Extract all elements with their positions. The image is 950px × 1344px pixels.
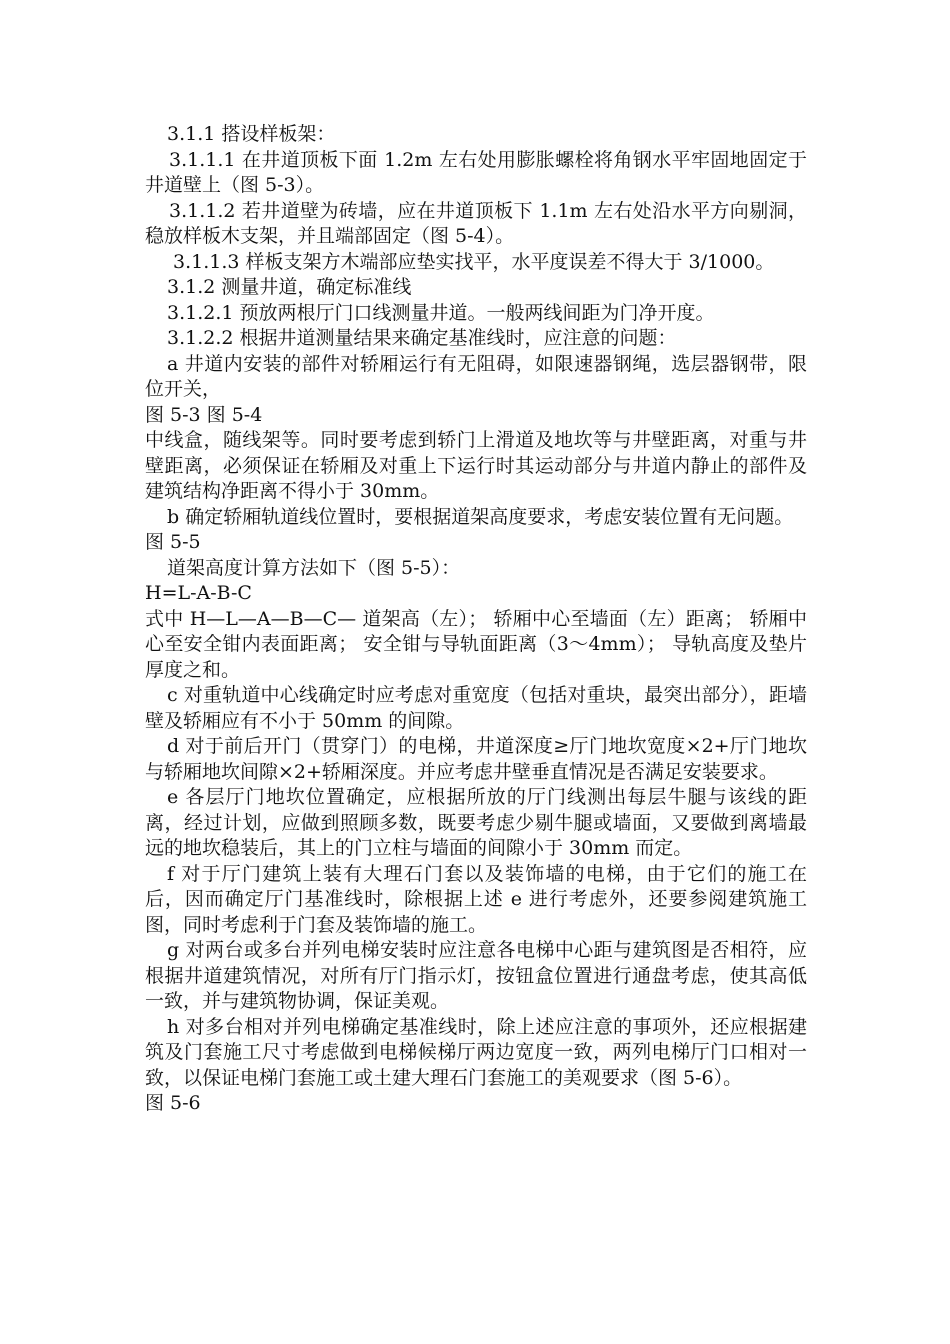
formula-intro: 道架高度计算方法如下（图 5-5）： bbox=[167, 556, 461, 579]
item-h: h 对多台相对并列电梯确定基准线时，除上述应注意的事项外，还应根据建筑及门套施工尺寸考虑做到电梯候梯厅两边宽度一致，两列电梯厅门口相对一致，以保证电梯门套施工或土建大理石门套施工的美观要求（图 5-6）。 bbox=[145, 1015, 807, 1089]
figure-caption-5-6: 图 5-6 bbox=[145, 1092, 201, 1114]
item-a-continued: 中线盒，随线架等。同时要考虑到轿门上滑道及地坎等与井壁距离，对重与井壁距离，必须保证在轿厢及对重上下运行时其运动部分与井道内静止的部件及建筑结构净距离不得小于 30mm。 bbox=[145, 429, 807, 502]
item-g: g 对两台或多台并列电梯安装时应注意各电梯中心距与建筑图是否相符，应根据井道建筑情况，对所有厅门指示灯，按钮盒位置进行通盘考虑，使其高低一致，并与建筑物协调，保证美观。 bbox=[145, 939, 807, 1012]
formula-legend: 式中 H—L—A—B—C— 道架高（左）； 轿厢中心至墙面（左）距离； 轿厢中心至安全钳内表面距离； 安全钳与导轨面距离（3～4mm）； 导轨高度及垫片厚度之和。 bbox=[145, 607, 807, 681]
paragraph-3-1-1-2: 3.1.1.2 若井道壁为砖墙，应在井道顶板下 1.1m 左右处沿水平方向剔洞，稳放样板木支架，并且端部固定（图 5-4）。 bbox=[145, 199, 807, 247]
figure-caption-5-5: 图 5-5 bbox=[145, 531, 201, 553]
item-f: f 对于厅门建筑上装有大理石门套以及装饰墙的电梯，由于它们的施工在后，因而确定厅门基准线时，除根据上述 e 进行考虑外，还要参阅建筑施工图，同时考虑利于门套及装饰墙的施工。 bbox=[145, 862, 807, 936]
paragraph-3-1-1-1: 3.1.1.1 在井道顶板下面 1.2m 左右处用膨胀螺栓将角钢水平牢固地固定于井道壁上（图 5-3）。 bbox=[145, 148, 807, 196]
paragraph-3-1-1-3: 3.1.1.3 样板支架方木端部应垫实找平，水平度误差不得大于 3/1000。 bbox=[173, 250, 775, 273]
document-page bbox=[145, 122, 807, 1117]
item-b: b 确定轿厢轨道线位置时，要根据道架高度要求，考虑安装位置有无问题。 bbox=[167, 505, 794, 528]
item-e: e 各层厅门地坎位置确定，应根据所放的厅门线测出每层牛腿与该线的距离，经过计划，应做到照顾多数，既要考虑少剔牛腿或墙面，又要做到离墙最远的地坎稳装后，其上的门立柱与墙面的间隙小于 30mm 而定。 bbox=[145, 786, 807, 859]
item-d: d 对于前后开门（贯穿门）的电梯，井道深度≥厅门地坎宽度×2+厅门地坎与轿厢地坎间隙×2+轿厢深度。并应考虑井壁垂直情况是否满足安装要求。 bbox=[145, 735, 807, 783]
item-c: c 对重轨道中心线确定时应考虑对重宽度（包括对重块，最突出部分），距墙壁及轿厢应有不小于 50mm 的间隙。 bbox=[145, 684, 807, 732]
paragraph-3-1-2-1: 3.1.2.1 预放两根厅门口线测量井道。一般两线间距为门净开度。 bbox=[167, 301, 715, 324]
item-a: a 井道内安装的部件对轿厢运行有无阻碍，如限速器钢绳，选层器钢带，限位开关， bbox=[145, 352, 807, 400]
formula: H=L-A-B-C bbox=[145, 582, 252, 604]
figure-caption-5-3-5-4: 图 5-3 图 5-4 bbox=[145, 403, 263, 426]
heading-3-1-1: 3.1.1 搭设样板架： bbox=[167, 123, 336, 145]
heading-3-1-2: 3.1.2 测量井道，确定标准线 bbox=[167, 276, 412, 298]
paragraph-3-1-2-2: 3.1.2.2 根据井道测量结果来确定基准线时，应注意的问题： bbox=[167, 327, 677, 349]
